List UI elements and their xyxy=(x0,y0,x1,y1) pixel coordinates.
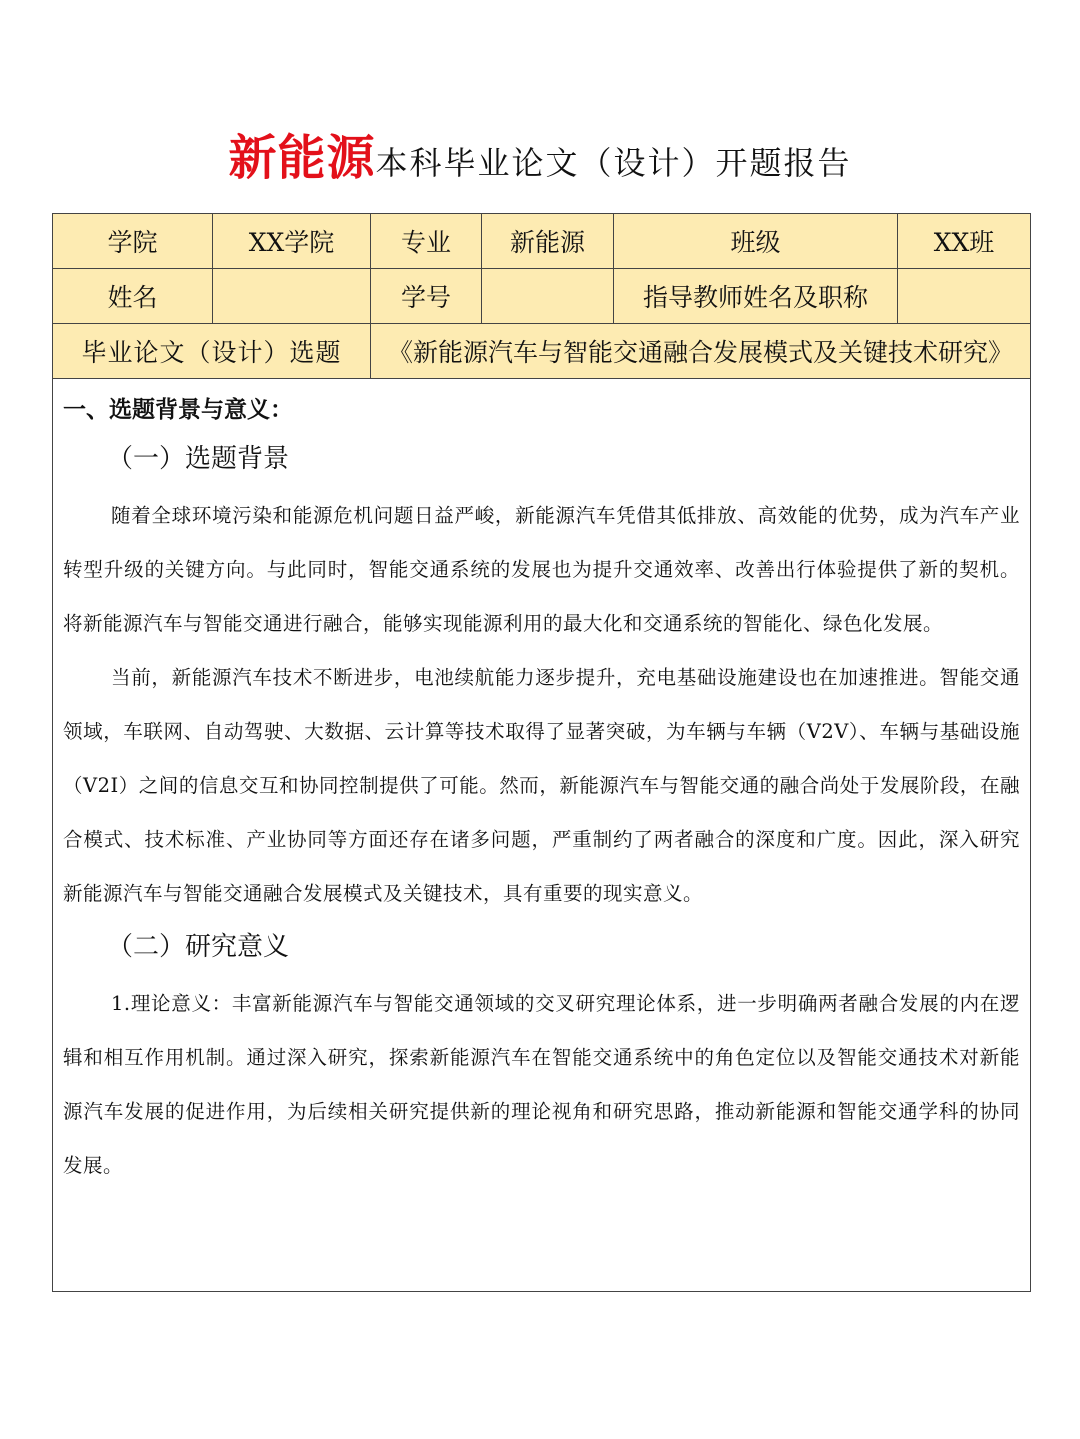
advisor-label: 指导教师姓名及职称 xyxy=(614,269,898,324)
section-1-heading: 一、选题背景与意义： xyxy=(63,397,293,423)
info-row-1 xyxy=(53,214,1031,269)
name-value xyxy=(213,269,371,324)
title-accent: 新能源 xyxy=(228,130,376,186)
title-main: 本科毕业论文（设计）开题报告 xyxy=(375,144,852,182)
student-id-label: 学号 xyxy=(371,269,482,324)
content-row xyxy=(53,379,1031,1292)
topic-label: 毕业论文（设计）选题 xyxy=(53,324,371,379)
class-value: XX班 xyxy=(898,214,1031,269)
background-paragraph-2: 当前，新能源汽车技术不断进步，电池续航能力逐步提升，充电基础设施建设也在加速推进。智能交通领域，车联网、自动驾驶、大数据、云计算等技术取得了显著突破，为车辆与车辆（V2V）、车辆与基础设施（V2I）之间的信息交互和协同控制提供了可能。然而，新能源汽车与智能交通的融合尚处于发展阶段，在融合模式、技术标准、产业协同等方面还存在诸多问题，严重制约了两者融合的深度和广度。因此，深入研究新能源汽车与智能交通融合发展模式及关键技术，具有重要的现实意义。 xyxy=(63,666,1020,905)
college-label: 学院 xyxy=(53,214,213,269)
significance-paragraph-1: 1.理论意义：丰富新能源汽车与智能交通领域的交叉研究理论体系，进一步明确两者融合发展的内在逻辑和相互作用机制。通过深入研究，探索新能源汽车在智能交通系统中的角色定位以及智能交通技术对新能源汽车发展的促进作用，为后续相关研究提供新的理论视角和研究思路，推动新能源和智能交通学科的协同发展。 xyxy=(63,992,1020,1177)
major-value: 新能源 xyxy=(482,214,614,269)
topic-row xyxy=(53,324,1031,379)
subsection-significance-heading: （二）研究意义 xyxy=(107,932,290,962)
content-cell xyxy=(53,379,1031,1292)
name-label: 姓名 xyxy=(53,269,213,324)
report-title xyxy=(0,128,1080,199)
info-row-2 xyxy=(53,269,1031,324)
major-label: 专业 xyxy=(371,214,482,269)
advisor-value xyxy=(898,269,1031,324)
college-value: XX学院 xyxy=(213,214,371,269)
class-label: 班级 xyxy=(614,214,898,269)
student-id-value xyxy=(482,269,614,324)
background-paragraph-1: 随着全球环境污染和能源危机问题日益严峻，新能源汽车凭借其低排放、高效能的优势，成为汽车产业转型升级的关键方向。与此同时，智能交通系统的发展也为提升交通效率、改善出行体验提供了新的契机。将新能源汽车与智能交通进行融合，能够实现能源利用的最大化和交通系统的智能化、绿色化发展。 xyxy=(63,504,1020,635)
topic-value: 《新能源汽车与智能交通融合发展模式及关键技术研究》 xyxy=(371,324,1031,379)
report-table xyxy=(52,213,1031,1292)
subsection-background-heading: （一）选题背景 xyxy=(107,444,290,474)
